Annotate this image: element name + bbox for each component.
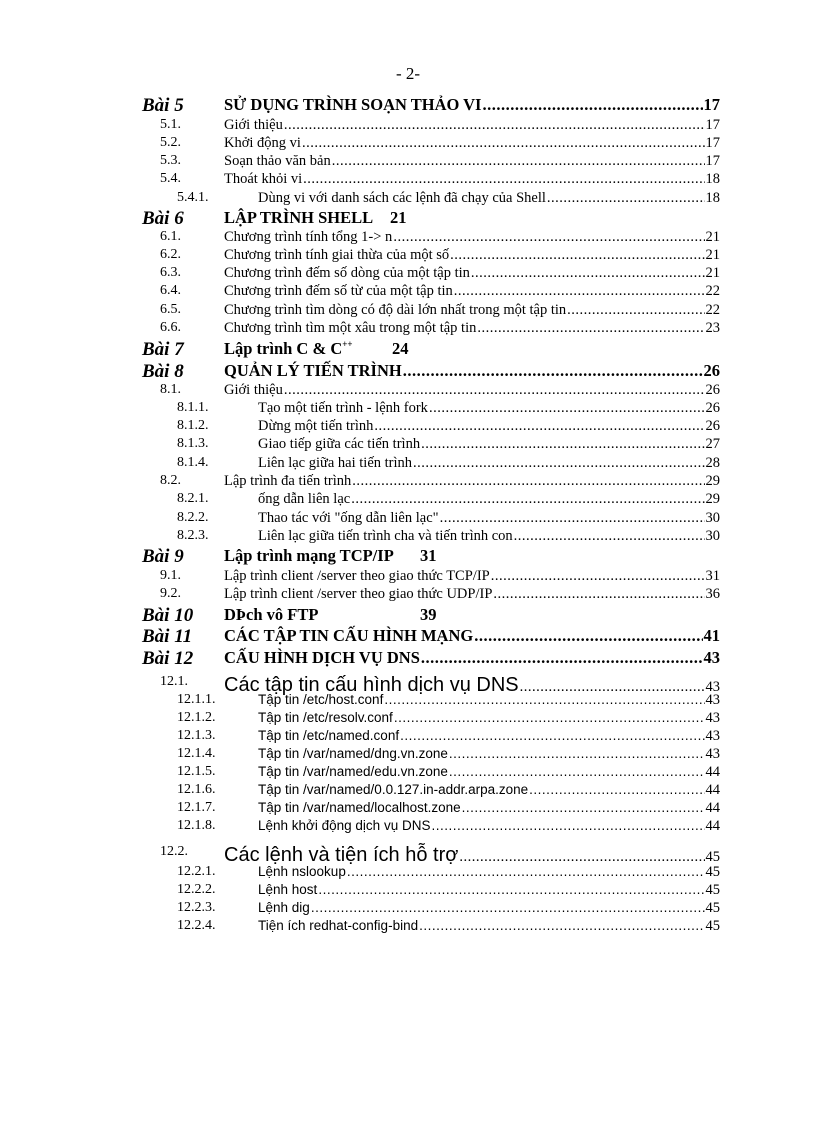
dot-leader [413, 455, 704, 472]
toc-entry [0, 528, 816, 546]
toc-title: Dùng vi với danh sách các lệnh đã chạy của Shell [258, 190, 546, 206]
toc-page: 41 [703, 626, 720, 645]
toc-page: 43 [705, 692, 720, 708]
toc-entry [0, 117, 816, 135]
toc-page: 43 [705, 728, 720, 744]
toc-number: Bài 9 [142, 546, 184, 567]
toc-title: Lệnh host [258, 882, 318, 897]
toc-title: LẬP TRÌNH SHELL [224, 208, 374, 227]
toc-title: SỬ DỤNG TRÌNH SOẠN THẢO VI [224, 95, 482, 114]
toc-page: 17 [705, 117, 720, 133]
toc-entry [0, 648, 816, 669]
toc-page: 29 [705, 491, 720, 507]
toc-title: Tập tin /var/named/dng.vn.zone [258, 746, 448, 761]
dot-leader [332, 153, 705, 170]
dot-leader [400, 728, 704, 743]
page-number: - 2- [395, 64, 421, 83]
toc-title: Liên lạc giữa hai tiến trình [258, 455, 413, 471]
toc-title: Chương trình đếm số từ của một tập tin [224, 283, 453, 299]
dot-leader [284, 382, 705, 399]
toc-number: Bài 7 [142, 339, 184, 360]
dot-leader [429, 400, 705, 417]
toc-number: 8.1.4. [177, 455, 209, 470]
toc-number: 12.1.3. [177, 728, 216, 743]
toc-page: 30 [705, 528, 720, 544]
toc-page: 31 [420, 546, 437, 565]
dot-leader [514, 528, 705, 545]
toc-entry [0, 900, 816, 918]
toc-page: 36 [705, 586, 720, 602]
toc-entry [0, 692, 816, 710]
toc-page: 21 [705, 247, 720, 263]
toc-title: Soạn thảo văn bản [224, 153, 331, 169]
dot-leader [471, 265, 705, 282]
toc-number: 6.5. [160, 302, 181, 317]
toc-title: CẤU HÌNH DỊCH VỤ DNS [224, 648, 420, 667]
toc-title: Giao tiếp giữa các tiến trình [258, 436, 421, 452]
toc-title: Tập tin /etc/resolv.conf [258, 710, 393, 725]
toc-title: Lệnh nslookup [258, 864, 346, 879]
toc-number: Bài 11 [142, 626, 193, 647]
toc-page: 26 [705, 418, 720, 434]
toc-entry [0, 746, 816, 764]
toc-title: Lập trình C & C [224, 339, 343, 358]
toc-number: 12.2.4. [177, 918, 216, 933]
toc-entry [0, 586, 816, 604]
toc-entry [0, 710, 816, 728]
toc-number: 12.1. [160, 674, 188, 689]
toc-title: Các lệnh và tiện ích hỗ trợ [224, 844, 459, 866]
dot-leader [421, 436, 704, 453]
toc-title: Giới thiệu [224, 382, 283, 398]
toc-number: 8.1.1. [177, 400, 209, 415]
toc-title: Các tập tin cấu hình dịch vụ DNS [224, 674, 519, 696]
toc-number: 5.3. [160, 153, 181, 168]
toc-title: Thoát khỏi vi [224, 171, 303, 187]
toc-entry [0, 361, 816, 382]
toc-entry [0, 568, 816, 586]
toc-number: 12.1.6. [177, 782, 216, 797]
toc-page: 21 [705, 265, 720, 281]
toc-entry [0, 339, 816, 360]
toc-page: 23 [705, 320, 720, 336]
dot-leader [419, 918, 704, 933]
toc-title: Chương trình tính tổng 1-> n [224, 229, 393, 245]
toc-title: Lệnh dig [258, 900, 310, 915]
toc-title: Lập trình mạng TCP/IP [224, 546, 394, 565]
dot-leader [303, 171, 704, 188]
toc-page: 43 [705, 679, 720, 695]
toc-entry [0, 782, 816, 800]
toc-page: 43 [703, 648, 720, 667]
toc-number: 5.2. [160, 135, 181, 150]
toc-page: 17 [703, 95, 720, 114]
toc-number: 6.2. [160, 247, 181, 262]
toc-entry [0, 546, 816, 567]
toc-entry [0, 153, 816, 171]
toc-entry [0, 265, 816, 283]
toc-title: Tạo một tiến trình - lệnh fork [258, 400, 428, 416]
dot-leader [421, 648, 703, 668]
dot-leader [431, 818, 704, 833]
toc-entry [0, 208, 816, 229]
dot-leader [493, 586, 704, 603]
toc-title: Lệnh khởi động dịch vụ DNS [258, 818, 431, 833]
toc-number: 8.1. [160, 382, 181, 397]
toc-entry [0, 818, 816, 836]
toc-page: 28 [705, 455, 720, 471]
toc-title: Tập tin /var/named/0.0.127.in-addr.arpa.zone [258, 782, 529, 797]
toc-page: 30 [705, 510, 720, 526]
toc-number: 9.1. [160, 568, 181, 583]
toc-number: 12.1.8. [177, 818, 216, 833]
toc-number: Bài 10 [142, 605, 194, 626]
toc-title: Tập tin /etc/host.conf [258, 692, 384, 707]
toc-page: 44 [705, 818, 720, 834]
toc-number: 8.2.3. [177, 528, 209, 543]
dot-leader [302, 135, 705, 152]
toc-page: 44 [705, 764, 720, 780]
toc-entry [0, 283, 816, 301]
toc-title: Chương trình đếm số dòng của một tập tin [224, 265, 470, 281]
toc-title: Tập tin /etc/named.conf [258, 728, 400, 743]
toc-number: 6.1. [160, 229, 181, 244]
toc-entry [0, 171, 816, 189]
dot-leader [347, 864, 705, 879]
toc-page: 21 [705, 229, 720, 245]
toc-page: 45 [705, 918, 720, 934]
toc-number: 8.1.2. [177, 418, 209, 433]
toc-entry [0, 320, 816, 338]
toc-page: 17 [705, 135, 720, 151]
toc-title: Tập tin /var/named/localhost.zone [258, 800, 461, 815]
toc-page: 26 [705, 382, 720, 398]
toc-entry [0, 626, 816, 647]
toc-title: QUẢN LÝ TIẾN TRÌNH [224, 361, 402, 380]
toc-entry [0, 728, 816, 746]
toc-entry [0, 764, 816, 782]
dot-leader [393, 229, 704, 246]
toc-number: 5.1. [160, 117, 181, 132]
toc-entry [0, 605, 816, 626]
dot-leader [462, 800, 705, 815]
toc-page: 44 [705, 782, 720, 798]
toc-page: 45 [705, 900, 720, 916]
toc-entry [0, 800, 816, 818]
toc-title: Lập trình client /server theo giao thức UDP/IP [224, 586, 493, 602]
toc-number: 8.2. [160, 473, 181, 488]
dot-leader [384, 692, 704, 707]
toc-title: Chương trình tính giai thừa của một số [224, 247, 450, 263]
toc-page: 43 [705, 746, 720, 762]
toc-title: Thao tác với "ống dẫn liên lạc" [258, 510, 439, 526]
toc-entry [0, 247, 816, 265]
dot-leader [403, 361, 703, 381]
toc-page: 27 [705, 436, 720, 452]
toc-entry [0, 491, 816, 509]
dot-leader [491, 568, 705, 585]
toc-number: 8.2.2. [177, 510, 209, 525]
toc-entry [0, 455, 816, 473]
toc-entry [0, 418, 816, 436]
dot-leader [351, 491, 704, 508]
toc-entry [0, 400, 816, 418]
toc-page: 43 [705, 710, 720, 726]
toc-page: 26 [703, 361, 720, 380]
toc-page: 45 [705, 882, 720, 898]
toc-entry [0, 229, 816, 247]
dot-leader [547, 190, 705, 207]
toc-entry [0, 302, 816, 320]
toc-number: 12.2.1. [177, 864, 216, 879]
dot-leader [474, 626, 702, 646]
dot-leader [394, 710, 705, 725]
toc-title: Lập trình đa tiến trình [224, 473, 352, 489]
toc-title: Liên lạc giữa tiến trình cha và tiến trình con [258, 528, 513, 544]
toc-title: ống dẫn liên lạc [258, 491, 351, 507]
toc-entry [0, 674, 816, 696]
toc-number: 12.1.4. [177, 746, 216, 761]
toc-page: 21 [390, 208, 407, 227]
toc-number: 12.1.2. [177, 710, 216, 725]
toc-title: DÞch vô FTP [224, 605, 319, 624]
toc-number: 12.2. [160, 844, 188, 859]
toc-title: CÁC TẬP TIN CẤU HÌNH MẠNG [224, 626, 474, 645]
dot-leader [449, 746, 705, 761]
toc-number: 6.4. [160, 283, 181, 298]
toc-page: 39 [420, 605, 437, 624]
toc-entry [0, 864, 816, 882]
dot-leader [284, 117, 705, 134]
dot-leader [449, 764, 705, 779]
toc-entry [0, 918, 816, 936]
dot-leader [477, 320, 704, 337]
dot-leader [529, 782, 704, 797]
toc-number: Bài 5 [142, 95, 184, 116]
toc-number: 5.4.1. [177, 190, 209, 205]
toc-page: 45 [705, 849, 720, 865]
toc-number: 6.6. [160, 320, 181, 335]
dot-leader [482, 95, 702, 115]
toc-title: Khởi động vi [224, 135, 301, 151]
toc-number: 5.4. [160, 171, 181, 186]
toc-title: Chương trình tìm một xâu trong một tập tin [224, 320, 477, 336]
toc-number: 12.2.3. [177, 900, 216, 915]
toc-number: 8.1.3. [177, 436, 209, 451]
dot-leader [352, 473, 704, 490]
toc-title: Lập trình client /server theo giao thức TCP/IP [224, 568, 490, 584]
toc-entry [0, 95, 816, 116]
toc-page: 22 [705, 283, 720, 299]
toc-title: Tiện ích redhat-config-bind [258, 918, 419, 933]
toc-entry [0, 844, 816, 866]
dot-leader [450, 247, 704, 264]
dot-leader [318, 882, 704, 897]
toc-number: 8.2.1. [177, 491, 209, 506]
toc-title-superscript: ++ [342, 339, 353, 349]
toc-entry [0, 510, 816, 528]
toc-number: 6.3. [160, 265, 181, 280]
dot-leader [311, 900, 705, 915]
dot-leader [567, 302, 704, 319]
toc-number: 9.2. [160, 586, 181, 601]
toc-number: 12.2.2. [177, 882, 216, 897]
toc-number: Bài 8 [142, 361, 184, 382]
toc-number: 12.1.1. [177, 692, 216, 707]
toc-title: Dừng một tiến trình [258, 418, 374, 434]
toc-page: 45 [705, 864, 720, 880]
toc-number: 12.1.7. [177, 800, 216, 815]
toc-entry [0, 190, 816, 208]
toc-page: 22 [705, 302, 720, 318]
toc-page: 44 [705, 800, 720, 816]
toc-number: Bài 12 [142, 648, 194, 669]
toc-entry [0, 382, 816, 400]
toc-page: 17 [705, 153, 720, 169]
toc-page: 24 [392, 339, 409, 358]
toc-page: 26 [705, 400, 720, 416]
dot-leader [374, 418, 704, 435]
toc-entry [0, 436, 816, 454]
toc-number: 12.1.5. [177, 764, 216, 779]
dot-leader [440, 510, 705, 527]
toc-page: 18 [705, 171, 720, 187]
toc-title: Chương trình tìm dòng có độ dài lớn nhất trong một tập tin [224, 302, 567, 318]
toc-entry [0, 135, 816, 153]
toc-number: Bài 6 [142, 208, 184, 229]
toc-title: Tập tin /var/named/edu.vn.zone [258, 764, 448, 779]
toc-page: 29 [705, 473, 720, 489]
toc-entry [0, 473, 816, 491]
toc-entry [0, 882, 816, 900]
toc-page: 18 [705, 190, 720, 206]
toc-title: Giới thiệu [224, 117, 283, 133]
dot-leader [454, 283, 705, 300]
toc-page: 31 [705, 568, 720, 584]
